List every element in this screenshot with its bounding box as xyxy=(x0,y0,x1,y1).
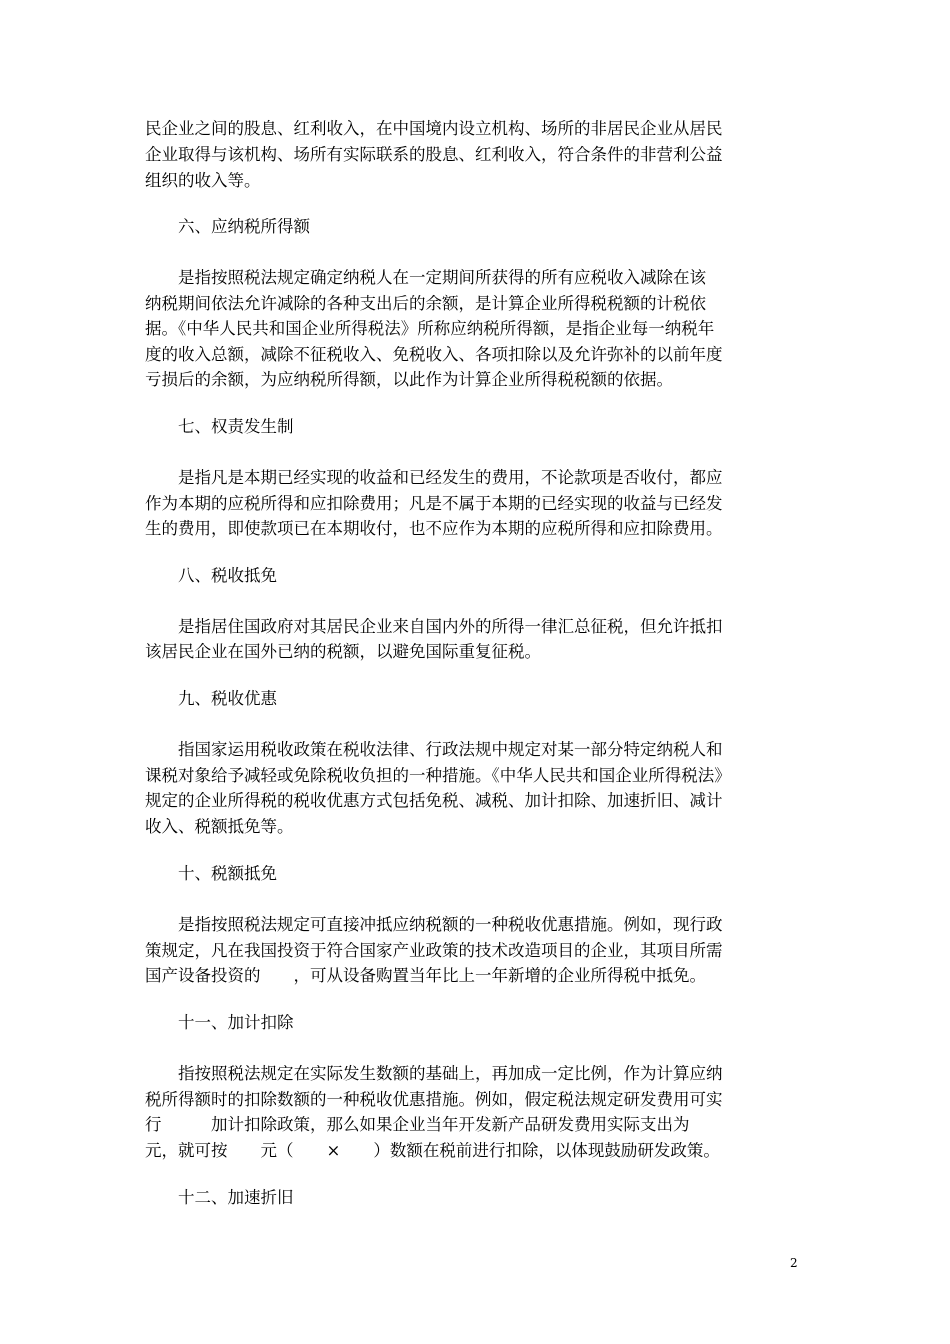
text-line: 收入、税额抵免等。 xyxy=(145,817,294,836)
text-line: 行 加计扣除政策，那么如果企业当年开发新产品研发费用实际支出为 xyxy=(145,1115,690,1134)
text-line: 是指凡是本期已经实现的收益和已经发生的费用，不论款项是否收付，都应 xyxy=(145,468,723,487)
text-line: 是指按照税法规定确定纳税人在一定期间所获得的所有应税收入减除在该 xyxy=(145,268,706,287)
text-line: 该居民企业在国外已纳的税额，以避免国际重复征税。 xyxy=(145,642,541,661)
text-line: 课税对象给予减轻或免除税收负担的一种措施。《中华人民共和国企业所得税法》 xyxy=(145,766,731,785)
text-line: 是指居住国政府对其居民企业来自国内外的所得一律汇总征税，但允许抵扣 xyxy=(145,617,723,636)
text-line: 指按照税法规定在实际发生数额的基础上，再加成一定比例，作为计算应纳 xyxy=(145,1064,723,1083)
text-line: 规定的企业所得税的税收优惠方式包括免税、减税、加计扣除、加速折旧、减计 xyxy=(145,791,723,810)
text-line: 纳税期间依法允许减除的各种支出后的余额，是计算企业所得税税额的计税依 xyxy=(145,294,706,313)
text-line: 策规定，凡在我国投资于符合国家产业政策的技术改造项目的企业，其项目所需 xyxy=(145,941,723,960)
page-number: 2 xyxy=(790,1256,798,1270)
text-line: 是指按照税法规定可直接冲抵应纳税额的一种税收优惠措施。例如，现行政 xyxy=(145,915,723,934)
section-heading: 七、权责发生制 xyxy=(145,417,294,436)
text-line: 度的收入总额，减除不征税收入、免税收入、各项扣除以及允许弥补的以前年度 xyxy=(145,345,723,364)
section-heading: 十二、加速折旧 xyxy=(145,1188,294,1207)
section-heading: 十一、加计扣除 xyxy=(145,1013,294,1032)
text-line: 亏损后的余额，为应纳税所得额，以此作为计算企业所得税税额的依据。 xyxy=(145,370,673,389)
text-line: 生的费用，即使款项已在本期收付，也不应作为本期的应税所得和应扣除费用。 xyxy=(145,519,723,538)
section-heading: 十、税额抵免 xyxy=(145,864,277,883)
text-line: 组织的收入等。 xyxy=(145,171,261,190)
text-line: 民企业之间的股息、红利收入，在中国境内设立机构、场所的非居民企业从居民 xyxy=(145,119,723,138)
text-line: 国产设备投资的 ，可从设备购置当年比上一年新增的企业所得税中抵免。 xyxy=(145,966,706,985)
text-line: 指国家运用税收政策在税收法律、行政法规中规定对某一部分特定纳税人和 xyxy=(145,740,723,759)
text-line: 企业取得与该机构、场所有实际联系的股息、红利收入，符合条件的非营利公益 xyxy=(145,145,723,164)
section-heading: 六、应纳税所得额 xyxy=(145,217,310,236)
text-line: 元，就可按 元（ × ）数额在税前进行扣除，以体现鼓励研发政策。 xyxy=(145,1141,720,1160)
text-line: 税所得额时的扣除数额的一种税收优惠措施。例如，假定税法规定研发费用可实 xyxy=(145,1090,723,1109)
section-heading: 九、税收优惠 xyxy=(145,689,277,708)
text-line: 作为本期的应税所得和应扣除费用；凡是不属于本期的已经实现的收益与已经发 xyxy=(145,494,723,513)
section-heading: 八、税收抵免 xyxy=(145,566,277,585)
text-line: 据。《中华人民共和国企业所得税法》所称应纳税所得额，是指企业每一纳税年 xyxy=(145,319,715,338)
